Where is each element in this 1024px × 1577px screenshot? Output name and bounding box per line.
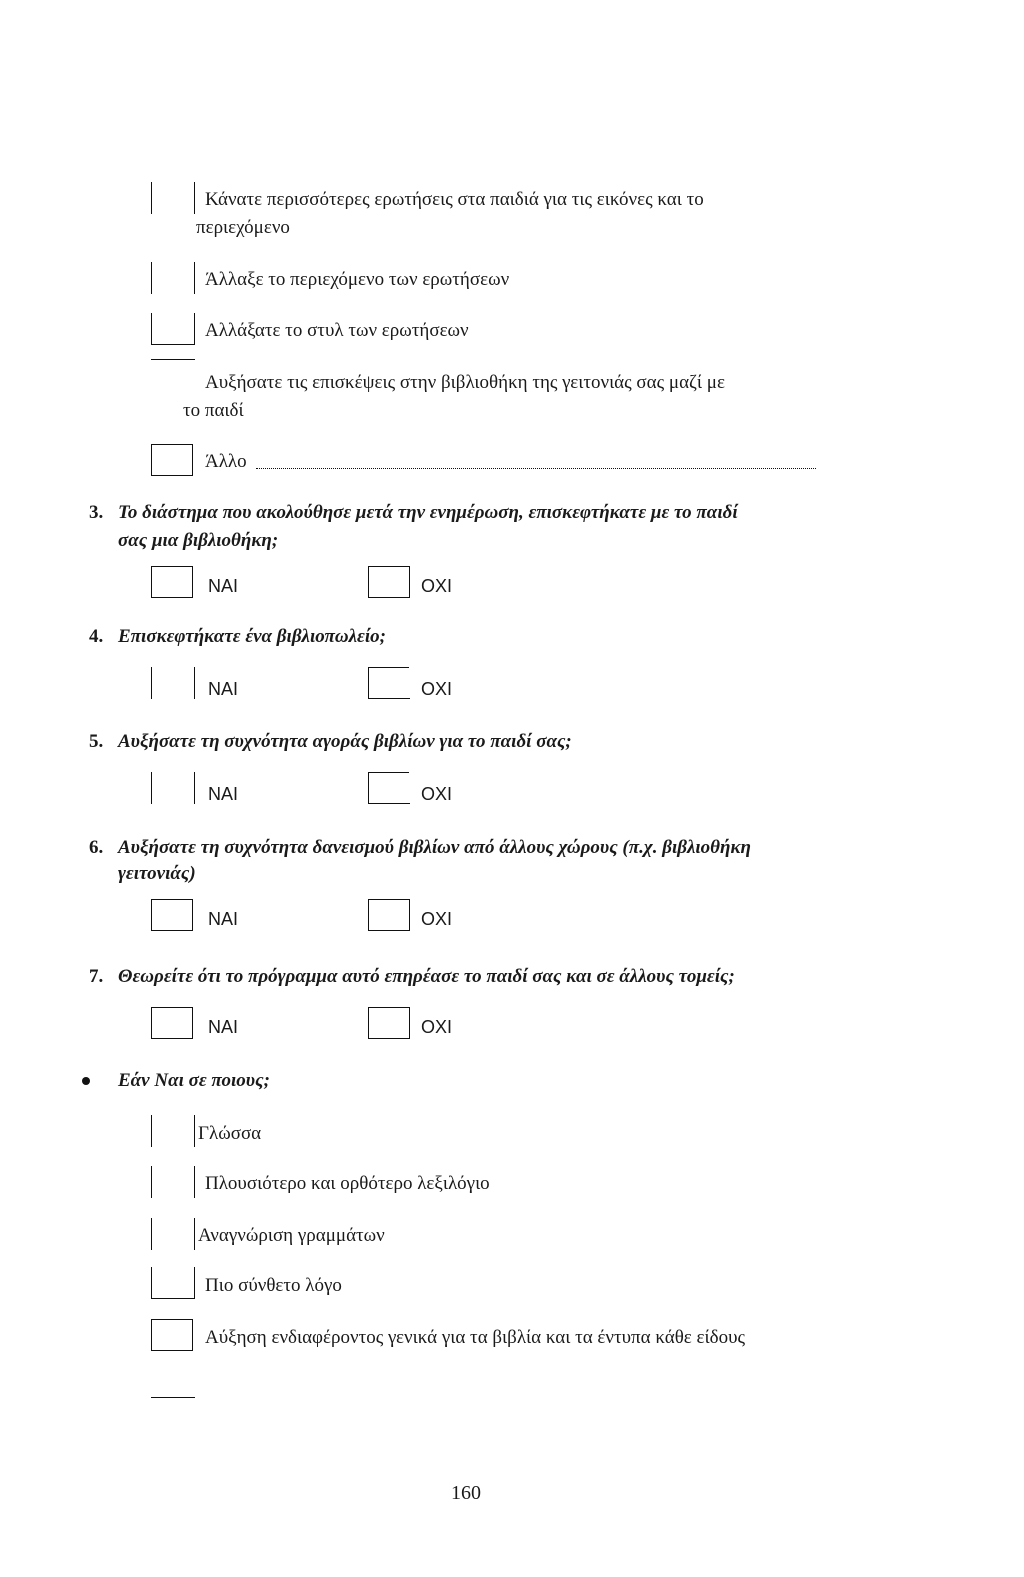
question-text: Αυξήσατε τη συχνότητα δανεισμού βιβλίων από άλλους χώρους (π.χ. βιβλιοθήκη (118, 837, 751, 858)
checkbox-yes[interactable] (151, 772, 195, 804)
question-text-continued: γειτονιάς) (118, 863, 196, 884)
bullet-icon (82, 1077, 90, 1085)
checkbox-option-language[interactable] (151, 1115, 195, 1147)
no-label: ΟΧΙ (421, 1017, 453, 1037)
yes-label: ΝΑΙ (208, 679, 239, 699)
yes-label: ΝΑΙ (208, 784, 239, 804)
option-label: Πλουσιότερο και ορθότερο λεξιλόγιο (205, 1173, 490, 1194)
yes-label: ΝΑΙ (208, 1017, 239, 1037)
yes-label: ΝΑΙ (208, 576, 239, 596)
question-number: 7. (89, 966, 104, 987)
question-text: Θεωρείτε ότι το πρόγραμμα αυτό επηρέασε το παιδί σας και σε άλλους τομείς; (118, 966, 735, 987)
option-label: Αυξήσατε τις επισκέψεις στην βιβλιοθήκη της γειτονιάς σας μαζί με (205, 372, 725, 393)
question-number: 5. (89, 731, 104, 752)
no-label: ΟΧΙ (421, 679, 453, 699)
option-label-continued: περιεχόμενο (196, 217, 290, 238)
option-label: Άλλαξε το περιεχόμενο των ερωτήσεων (205, 269, 510, 290)
option-label: Αλλάξατε το στυλ των ερωτήσεων (205, 320, 469, 341)
option-label: Γλώσσα (198, 1123, 262, 1144)
no-label: ΟΧΙ (421, 784, 453, 804)
checkbox-yes[interactable] (151, 1007, 193, 1039)
question-text: Αυξήσατε τη συχνότητα αγοράς βιβλίων για το παιδί σας; (118, 731, 572, 752)
checkbox-yes[interactable] (151, 899, 193, 931)
option-label: Κάνατε περισσότερες ερωτήσεις στα παιδιά για τις εικόνες και το (205, 189, 704, 210)
no-label: ΟΧΙ (421, 576, 453, 596)
question-text-continued: σας μια βιβλιοθήκη; (118, 530, 279, 551)
option-label: Άλλο (205, 451, 247, 472)
checkbox-yes[interactable] (151, 566, 193, 598)
yes-label: ΝΑΙ (208, 909, 239, 929)
question-number: 4. (89, 626, 104, 647)
option-label: Αναγνώριση γραμμάτων (198, 1225, 385, 1246)
checkbox-option-library-visits[interactable] (151, 359, 195, 360)
checkbox-option-letter-recognition[interactable] (151, 1218, 195, 1250)
question-text: Το διάστημα που ακολούθησε μετά την ενημέρωση, επισκεφτήκατε με το παιδί (118, 502, 738, 523)
checkbox-option-other[interactable] (151, 444, 193, 476)
checkbox-no[interactable] (368, 1007, 410, 1039)
checkbox-option-vocabulary[interactable] (151, 1166, 195, 1198)
checkbox-option-extra[interactable] (151, 1397, 195, 1398)
checkbox-no[interactable] (368, 566, 410, 598)
checkbox-no[interactable] (368, 899, 410, 931)
checkbox-option-interest-in-books[interactable] (151, 1319, 193, 1351)
checkbox-yes[interactable] (151, 667, 195, 699)
option-label: Πιο σύνθετο λόγο (205, 1275, 342, 1296)
checkbox-no[interactable] (368, 667, 410, 699)
option-label: Αύξηση ενδιαφέροντος γενικά για τα βιβλία και τα έντυπα κάθε είδους (205, 1327, 746, 1348)
question-number: 6. (89, 837, 104, 858)
follow-up-question: Εάν Ναι σε ποιους; (118, 1070, 270, 1091)
checkbox-option-changed-content[interactable] (151, 262, 195, 294)
checkbox-option-changed-style[interactable] (151, 313, 195, 345)
option-label-continued: το παιδί (183, 400, 244, 421)
question-number: 3. (89, 502, 104, 523)
checkbox-option-more-questions[interactable] (151, 182, 195, 214)
checkbox-no[interactable] (368, 772, 410, 804)
page-number: 160 (451, 1482, 481, 1504)
checkbox-option-complex-speech[interactable] (151, 1267, 195, 1299)
question-text: Επισκεφτήκατε ένα βιβλιοπωλείο; (118, 626, 386, 647)
no-label: ΟΧΙ (421, 909, 453, 929)
other-fill-line[interactable] (256, 468, 816, 469)
